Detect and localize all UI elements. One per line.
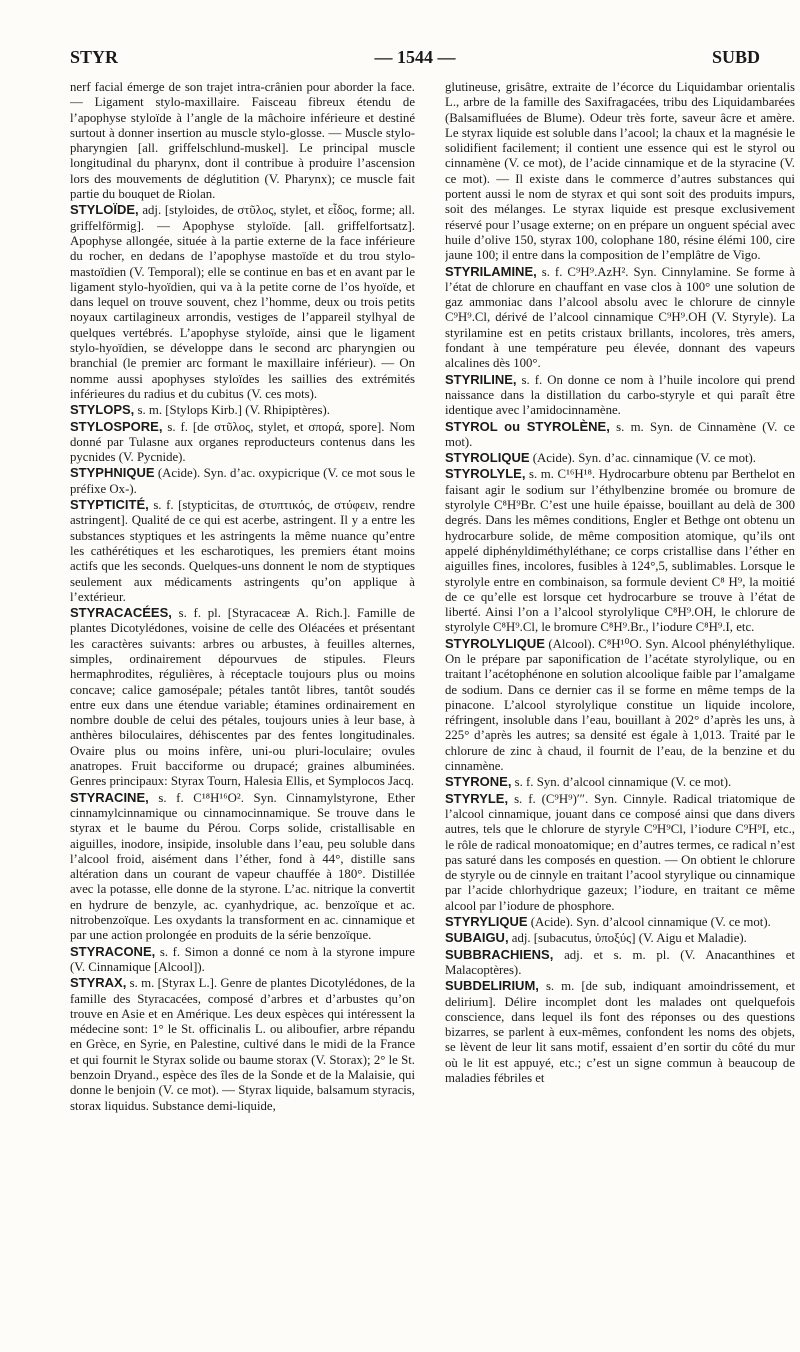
dictionary-entry [445, 264, 795, 372]
entry-definition: s. f. [stypticitas, de στυπτικός, de στύφειν, rendre astringent]. Qualité de ce qui est acerbe, astringent. Il y a entre les substances styptiques et les astringents la même nuance qu’entre les cathérétiques et les escharotiques, les premiers étant moins actifs que les seconds. Quelques-uns donnent le nom de styptiques seulement aux médicaments astringents qu’on applique à l’extérieur. [70, 498, 415, 604]
dictionary-entry [70, 605, 415, 790]
right-column [445, 80, 795, 1342]
entry-headword: STYROL ou STYROLÈNE, [445, 418, 610, 434]
entry-definition: s. f. On donne ce nom à l’huile incolore qui prend naissance dans la distillation du carbo-styryle et qui paraît être identique avec l’amidocinnamène. [445, 372, 795, 418]
dictionary-entry [70, 790, 415, 944]
entry-definition: s. f. pl. [Styracaceæ A. Rich.]. Famille de plantes Dicotylédones, voisine de celle des Oléacées et présentant les caractères suivants: arbres ou arbustes, à feuilles alternes, simples, ordinairement dépourvues de stipules. Fleurs hermaphrodites, régulières, à réceptacle toujours plus ou moins concave; calice gamosépale; pétales tantôt libres, tantôt soudés entre eux dans une étendue variable; étamines ordinairement en nombre double de celui des pétales, toujours unies à leur base, à anthères biloculaires, déhiscentes par des fentes longitudinales. Ovaire plus ou moins infère, uni-ou pluri-loculaire; ovules anatropes. Fruit bacciforme ou drupacé; graines albuminées. Genres principaux: Styrax Tourn, Halesia Ellis, et Symplocos Jacq. [70, 606, 415, 789]
entry-headword: STYROLYLE, [445, 466, 526, 482]
header-right-guide-word: SUBD [711, 46, 760, 67]
entry-definition: s. m. C¹⁶H¹⁸. Hydrocarbure obtenu par Berthelot en faisant agir le sodium sur l’éthylbenzine bromée ou bromure de styrolyle C⁸H⁹Br. C’est une huile épaisse, bouillant au delà de 300 degrés. Dans les mêmes conditions, Engler et Bethge ont obtenu un hydrocarbure solide, de même composition atomique, qu’ils ont appelé diphényldiméthyléthane; ce corps cristallise dans l’éther en aiguilles fines, incolores, fusibles à 124°,5, sublimables. Lorsque le styrolyle entre en combinaison, sa formule devient C⁸ H⁹, la moitié de ce qu’elle est lorsque cet hydrocarbure se trouve à l’état de liberté. Ainsi l’on a l’alcool styrolylique C⁸H⁹.OH, le chlorure de styrolyle C⁸H⁹.Cl, le bromure C⁸H⁹.Br., l’iodure C⁸H⁹.I, etc. [445, 467, 795, 635]
entry-headword: STYROLYLIQUE [445, 635, 545, 651]
dictionary-entry [445, 466, 795, 635]
entry-definition: s. m. Syn. de Cinnamène (V. ce mot). [445, 419, 795, 449]
page-header [70, 42, 760, 72]
page-number: — 1544 — [374, 46, 456, 67]
entry-definition: s. m. [de sub, indiquant amoindrissement, et delirium]. Délire incomplet dont les malades ont quelquefois conscience, dans lequel ils font des réponses ou des questions bizarres, se parlent à eux-mêmes, confondent les noms des objets, se lèvent de leur lit sans motif, essaient d’en sortir du côté du mur où le lit est appuyé, etc.; c’est un signe commun à beaucoup de maladies fébriles et [445, 979, 795, 1085]
dictionary-entry [70, 80, 415, 202]
entry-headword: STYPTICITÉ, [70, 497, 149, 513]
dictionary-entry [70, 402, 415, 418]
dictionary-entry [70, 497, 415, 605]
entry-definition: adj. et s. m. pl. (V. Anacanthines et Malacoptères). [445, 947, 795, 977]
entry-headword: STYRAX, [70, 975, 127, 991]
dictionary-entry [70, 944, 415, 976]
dictionary-entry [445, 372, 795, 419]
entry-headword: STYRACINE, [70, 789, 149, 805]
entry-definition: (Alcool). C⁸H¹⁰O. Syn. Alcool phényléthylique. On le prépare par saponification de l’acétate styrolylique, ou en traitant l’acétophénone en solution alcoolique faible par l’amalgame de sodium. Dans ce dernier cas il se forme en même temps de la pinacone. L’alcool styrolylique constitue un liquide incolore, réfringent, insoluble dans l’eau, bouillant à 202° d’après les uns, à 225° d’après les autres; sa densité est égale à 1,013. Traité par le chlorure de zinc à chaud, il fournit de l’eau, de la benzine et du cinnamène. [445, 636, 795, 774]
header-left-guide-word: STYR [70, 46, 119, 67]
entry-headword: STYROLIQUE [445, 450, 530, 466]
entry-headword: STYRONE, [445, 774, 512, 790]
left-column [70, 80, 415, 1342]
dictionary-entry [70, 419, 415, 466]
entry-definition: s. f. [de στῦλος, stylet, et σπορά, spore]. Nom donné par Tulasne aux organes reproducteurs contenus dans les pycnides (V. Pycnide). [70, 419, 415, 465]
entry-headword: STYPHNIQUE [70, 465, 155, 481]
entry-headword: STYRILAMINE, [445, 263, 537, 279]
entry-definition: (Acide). Syn. d’ac. oxypicrique (V. ce mot sous le préfixe Ox-). [70, 466, 415, 496]
entry-definition: adj. [subacutus, ὑποξύς] (V. Aigu et Maladie). [511, 931, 747, 946]
dictionary-entry [445, 791, 795, 914]
entry-headword: STYRACACÉES, [70, 605, 172, 621]
entry-headword: STYRILINE, [445, 371, 517, 387]
dictionary-entry [445, 419, 795, 451]
entry-headword: SUBDELIRIUM, [445, 978, 539, 994]
entry-definition: nerf facial émerge de son trajet intra-crânien pour aborder la face. — Ligament stylo-maxillaire. Faisceau fibreux étendu de l’apophyse styloïde à l’angle de la mâchoire inférieure et destiné surtout à donner insertion au muscle stylo-glosse. — Muscle stylo-pharyngien [all. griffelschlund-muskel]. Le principal muscle longitudinal du pharynx, dont il contribue à produire l’ascension lors des mouvements de déglutition (V. Pharynx); ce muscle fait partie du bouquet de Riolan. [70, 80, 415, 202]
entry-definition: s. m. [Styrax L.]. Genre de plantes Dicotylédones, de la famille des Styracacées, composé d’arbres et d’arbustes qu’on trouve en Asie et en Amérique. Les deux espèces qui intéressent la médecine sont: 1° le St. officinalis L. ou aliboufier, arbre répandu en Grèce, en Syrie, en Palestine, cultivé dans le midi de la France et qui fournit le Styrax solide ou baume storax (V. Storax); 2° le St. benzoin Dryand., espèce des îles de la Sonde et de la Malaisie, qui donne le benjoin (V. ce mot). — Styrax liquide, balsamum styracis, storax liquidus. Substance demi-liquide, [70, 976, 415, 1113]
dictionary-entry [445, 930, 795, 946]
entry-headword: SUBAIGU, [445, 930, 509, 946]
entry-definition: (Acide). Syn. d’alcool cinnamique (V. ce mot). [530, 915, 771, 930]
dictionary-entry [445, 914, 795, 930]
entry-definition: s. f. (C⁹H⁹)′″. Syn. Cinnyle. Radical triatomique de l’alcool cinnamique, jouant dans ce composé ainsi que dans divers autres, tels que le chlorure de styryle C⁹H⁹Cl, l’iodure C⁹H⁹I, etc., le rôle de radical monoatomique; en d’autres termes, ce radical n’est pas saturé dans les composés en question. — On obtient le chlorure de styryle ou de cinnyle en traitant l’acool styrylique ou cinnamique par l’acide chlorhydrique gazeux; l’iodure, en traitant ce même alcool par l’iodure de phosphore. [445, 791, 795, 913]
entry-definition: s. f. Syn. d’alcool cinnamique (V. ce mot). [514, 775, 732, 790]
entry-headword: STYLOÏDE, [70, 202, 139, 218]
dictionary-entry [445, 636, 795, 775]
dictionary-entry [70, 975, 415, 1114]
dictionary-entry [445, 978, 795, 1086]
dictionary-entry [445, 80, 795, 264]
entry-definition: (Acide). Syn. d’ac. cinnamique (V. ce mot). [532, 451, 757, 466]
entry-headword: STYLOPS, [70, 402, 135, 418]
entry-definition: adj. [styloides, de στῦλος, stylet, et εἶδος, forme; all. griffelförmig]. — Apophyse styloïde. [all. griffelfortsatz]. Apophyse allongée, située à la partie externe de la face inférieure du rocher, en dedans de l’apophyse mastoïde et du trou stylo-mastoïdien (V. Temporal); elle se continue en bas et en avant par le ligament stylo-hyoïdien, qui va à la petite corne de l’os hyoïde, et dans lequel on trouve souvent, chez l’homme, deux ou trois petits noyaux cartilagineux arrondis, vestiges de l’appareil stylhyal de quelques vertébrés. L’apophyse styloïde, ainsi que le ligament stylo-hyoïdien, se développe dans le second arc pharyngien ou branchial (le premier arc formant le maxillaire inférieur). — On nomme aussi apophyses styloïdes les saillies des extrémités inférieures du radius et du cubitus (V. ces mots). [70, 203, 415, 401]
dictionary-entry [445, 450, 795, 466]
entry-headword: STYRYLE, [445, 790, 509, 806]
entry-definition: s. m. [Stylops Kirb.] (V. Rhipiptères). [137, 403, 330, 418]
entry-headword: STYRYLIQUE [445, 914, 528, 930]
entry-definition: glutineuse, grisâtre, extraite de l’écorce du Liquidambar orientalis L., arbre de la famille des Saxifragacées, tribu des Liquidambarées (Balsamifluées de Blume). Odeur très forte, saveur âcre et amère. Le styrax liquide est soluble dans l’acool; la chaux et la magnésie le solidifient facilement; il contient une essence qui est le styrol ou cinnamène (V. ce mot), de l’acide cinnamique et de la styracine (V. ce mot). — Il existe dans le commerce d’autres substances qui portent aussi le nom de styrax et qui sont soit des produits impurs, soit des mélanges. Le styrax liquide est presque exclusivement réservé pour l’usage externe; on en prépare un onguent spécial avec huile d’olive 150, styrax 100, colophane 180, résine élémi 100, cire jaune 100; il entre dans la composition de l’emplâtre de Vigo. [445, 80, 795, 263]
entry-definition: s. f. C⁹H⁹.AzH². Syn. Cinnylamine. Se forme à l’état de chlorure en chauffant en vase clos à 100° une solution de gaz ammoniac dans l’alcool absolu avec le chlorure de cinnyle C⁹H⁹.Cl, dérivé de l’alcool cinnamique C⁹H⁹.OH (V. Styryle). La styrilamine est en petits cristaux brillants, incolores, très amers, fondant à une température peu élevée, donnant des vapeurs alcalines dès 100°. [445, 264, 795, 371]
dictionary-entry [445, 774, 795, 790]
dictionary-entry [70, 202, 415, 402]
entry-headword: STYLOSPORE, [70, 418, 163, 434]
entry-definition: s. f. C¹⁸H¹⁶O². Syn. Cinnamylstyrone, Ether cinnamylcinnamique ou cinnamocinnamique. Se trouve dans le styrax et le baume du Pérou. Corps solide, cristallisable en aiguilles, inodore, insipide, insoluble dans l’eau, peu soluble dans l’alcool froid, aisément dans l’éther, fond à 44°, distille sans altération dans un courant de vapeur chauffée à 180°. Distillée avec la potasse, elle donne de la styrone. L’ac. nitrique la convertit en hydrure de benzyle, ac. cyanhydrique, ac. benzoïque et ac. nitrobenzoïque. Les oxydants la transforment en ac. cinnamique et par une action prolongée en produits de la série benzoïque. [70, 790, 415, 943]
dictionary-entry [70, 465, 415, 497]
dictionary-entry [445, 947, 795, 979]
entry-definition: s. f. Simon a donné ce nom à la styrone impure (V. Cinnamique [Alcool]). [70, 944, 415, 974]
entry-headword: SUBBRACHIENS, [445, 946, 554, 962]
entry-headword: STYRACONE, [70, 943, 156, 959]
